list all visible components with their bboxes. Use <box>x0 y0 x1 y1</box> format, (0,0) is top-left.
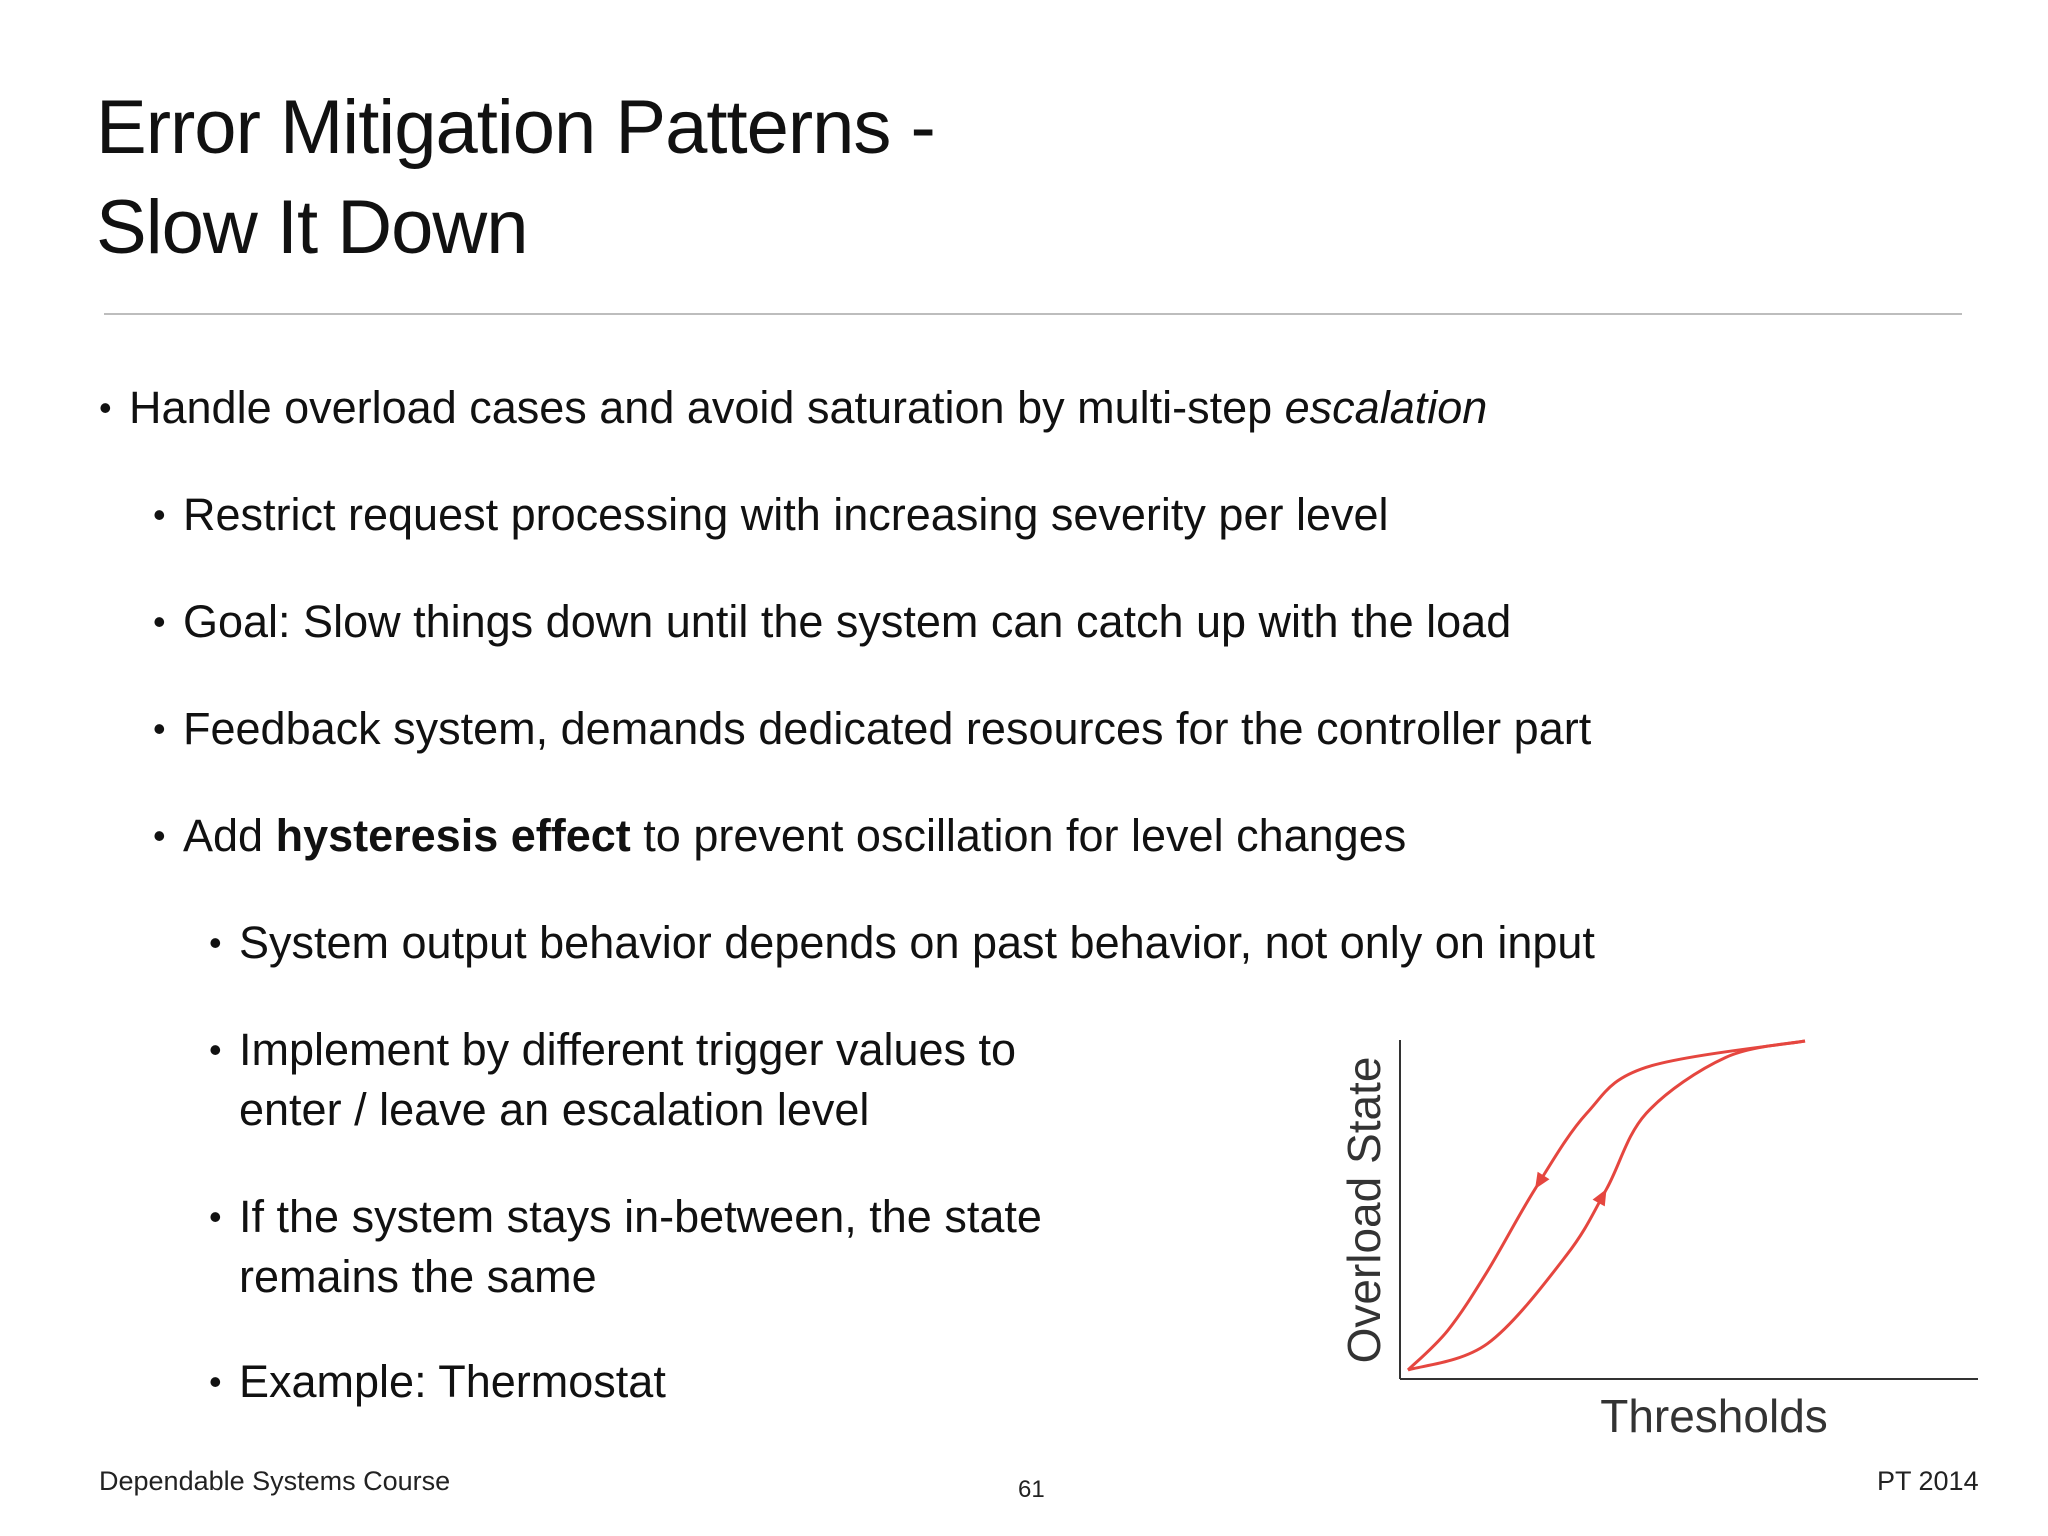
bullet-icon: • <box>209 1196 222 1237</box>
footer-page-number: 61 <box>1018 1476 1045 1503</box>
footer-term: PT 2014 <box>1877 1466 1979 1496</box>
bullet-icon: • <box>153 494 166 535</box>
arrow-icon-up <box>1593 1189 1607 1206</box>
bullet-text: Handle overload cases and avoid saturation by multi-step <box>129 382 1285 433</box>
bullet-text-rest: to prevent oscillation for level changes <box>630 810 1407 861</box>
bullet-text: System output behavior depends on past behavior, not only on input <box>239 917 1595 968</box>
bullet-icon: • <box>99 387 112 428</box>
arrow-icon-down <box>1535 1172 1549 1189</box>
bullet-trigger-values <box>209 1020 1017 1140</box>
bullet-icon: • <box>209 1361 222 1402</box>
slide-title-line-1: Error Mitigation Patterns - <box>96 85 935 170</box>
bullet-text-line-1: Implement by different trigger values to <box>239 1024 1017 1075</box>
bullet-in-between <box>209 1187 1042 1307</box>
bullet-icon: • <box>153 708 166 749</box>
bullet-escalation <box>99 378 1488 438</box>
title-divider <box>104 313 1962 315</box>
bullet-text: Example: Thermostat <box>239 1356 666 1407</box>
series-curve-rising <box>1408 1041 1805 1370</box>
x-axis-label: Thresholds <box>1600 1390 1828 1442</box>
bullet-bold: hysteresis effect <box>275 810 631 861</box>
bullet-text-line-2: enter / leave an escalation level <box>239 1084 870 1135</box>
bullet-icon: • <box>153 815 166 856</box>
bullet-text: Add <box>183 810 276 861</box>
bullet-thermostat <box>209 1352 666 1412</box>
bullet-icon: • <box>153 601 166 642</box>
bullet-feedback <box>153 699 1592 759</box>
y-axis-label: Overload State <box>1338 1056 1390 1364</box>
slide-title <box>96 78 935 278</box>
bullet-icon: • <box>209 922 222 963</box>
bullet-hysteresis <box>153 806 1407 866</box>
bullet-emphasis: escalation <box>1284 382 1488 433</box>
bullet-text: Feedback system, demands dedicated resources for the controller part <box>183 703 1592 754</box>
bullet-text: Goal: Slow things down until the system can catch up with the load <box>183 596 1512 647</box>
bullet-text: Restrict request processing with increasing severity per level <box>183 489 1389 540</box>
bullet-icon: • <box>209 1029 222 1070</box>
bullet-text-line-2: remains the same <box>239 1251 597 1302</box>
bullet-past-behavior <box>209 913 1595 973</box>
bullet-text-line-1: If the system stays in-between, the state <box>239 1191 1042 1242</box>
bullet-restrict <box>153 485 1389 545</box>
bullet-goal <box>153 592 1512 652</box>
footer-course: Dependable Systems Course <box>99 1466 451 1496</box>
series-curve-falling <box>1408 1041 1805 1370</box>
slide-title-line-2: Slow It Down <box>96 185 528 270</box>
series-layer <box>1408 1041 1805 1370</box>
